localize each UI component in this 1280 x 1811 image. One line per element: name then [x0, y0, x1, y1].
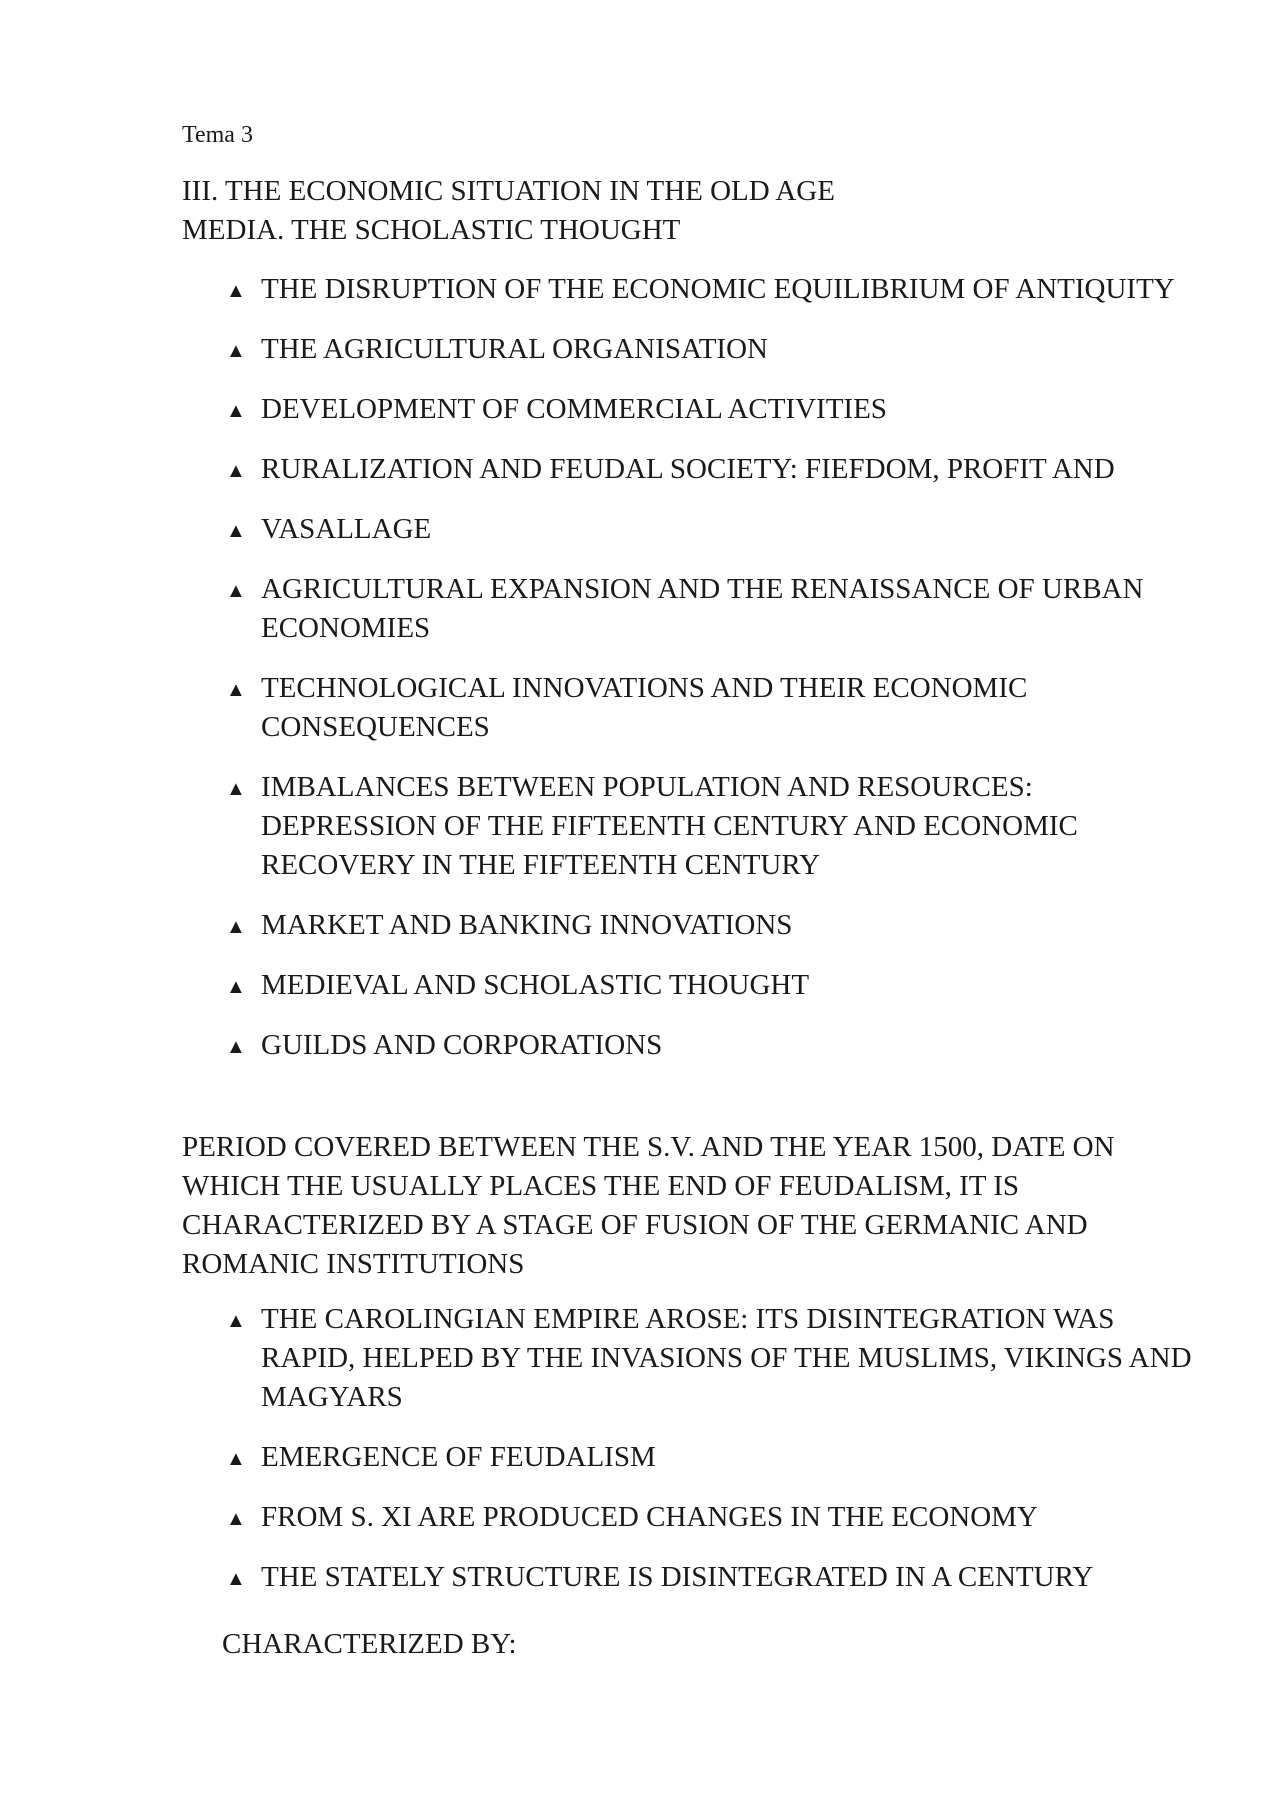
topic-text: MEDIEVAL AND SCHOLASTIC THOUGHT: [261, 969, 810, 1001]
event-item: [0, 1438, 1201, 1477]
event-text: THE CAROLINGIAN EMPIRE AROSE: ITS DISINTEGRATION WAS RAPID, HELPED BY THE INVASIONS OF THE MUSLIMS, VIKINGS AND MAGYARS: [261, 1303, 1192, 1413]
topic-item: [0, 570, 1201, 648]
triangle-bullet-icon: ▲: [226, 340, 246, 362]
topic-text: VASALLAGE: [261, 513, 432, 545]
triangle-bullet-icon: ▲: [226, 1508, 246, 1530]
triangle-bullet-icon: ▲: [226, 1036, 246, 1058]
topic-item: [0, 669, 1201, 747]
topic-text: DEVELOPMENT OF COMMERCIAL ACTIVITIES: [261, 393, 887, 425]
triangle-bullet-icon: ▲: [226, 460, 246, 482]
topic-item: [0, 390, 1201, 429]
topic-text: THE DISRUPTION OF THE ECONOMIC EQUILIBRIUM OF ANTIQUITY: [261, 273, 1175, 305]
topic-item: [0, 270, 1201, 309]
triangle-bullet-icon: ▲: [226, 679, 246, 701]
topic-text: GUILDS AND CORPORATIONS: [261, 1029, 663, 1061]
triangle-bullet-icon: ▲: [226, 1310, 246, 1332]
topic-text: TECHNOLOGICAL INNOVATIONS AND THEIR ECONOMIC CONSEQUENCES: [261, 672, 1028, 743]
topic-item: [0, 768, 1201, 885]
topic-item: [0, 966, 1201, 1005]
section-label: Tema 3: [182, 122, 253, 148]
topic-text: MARKET AND BANKING INNOVATIONS: [261, 909, 793, 941]
period-paragraph: PERIOD COVERED BETWEEN THE S.V. AND THE YEAR 1500, DATE ON WHICH THE USUALLY PLACES THE END OF FEUDALISM, IT IS CHARACTERIZED BY A STAGE OF FUSION OF THE GERMANIC AND ROMANIC INSTITUTIONS: [182, 1131, 1115, 1280]
event-item: [0, 1498, 1201, 1537]
topic-text: IMBALANCES BETWEEN POPULATION AND RESOURCES: DEPRESSION OF THE FIFTEENTH CENTURY AND ECONOMIC RECOVERY IN THE FIFTEENTH CENTURY: [261, 771, 1078, 881]
triangle-bullet-icon: ▲: [226, 280, 246, 302]
topic-list: [0, 270, 1280, 1086]
event-item: [0, 1300, 1201, 1417]
triangle-bullet-icon: ▲: [226, 916, 246, 938]
triangle-bullet-icon: ▲: [226, 1448, 246, 1470]
triangle-bullet-icon: ▲: [226, 520, 246, 542]
triangle-bullet-icon: ▲: [226, 778, 246, 800]
topic-item: [0, 330, 1201, 369]
triangle-bullet-icon: ▲: [226, 580, 246, 602]
event-text: FROM S. XI ARE PRODUCED CHANGES IN THE ECONOMY: [261, 1501, 1038, 1533]
topic-text: AGRICULTURAL EXPANSION AND THE RENAISSANCE OF URBAN ECONOMIES: [261, 573, 1144, 644]
characterized-by-label: CHARACTERIZED BY:: [222, 1628, 517, 1660]
topic-item: [0, 906, 1201, 945]
document-title: [182, 172, 1042, 250]
topic-text: RURALIZATION AND FEUDAL SOCIETY: FIEFDOM, PROFIT AND: [261, 453, 1115, 485]
topic-text: THE AGRICULTURAL ORGANISATION: [261, 333, 768, 365]
event-text: THE STATELY STRUCTURE IS DISINTEGRATED IN A CENTURY: [261, 1561, 1094, 1593]
triangle-bullet-icon: ▲: [226, 1568, 246, 1590]
event-text: EMERGENCE OF FEUDALISM: [261, 1441, 656, 1473]
event-item: [0, 1558, 1201, 1597]
title-line: III. THE ECONOMIC SITUATION IN THE OLD AGE: [182, 175, 835, 207]
event-list: [0, 1300, 1280, 1618]
triangle-bullet-icon: ▲: [226, 400, 246, 422]
topic-item: [0, 450, 1201, 489]
topic-item: [0, 510, 1201, 549]
topic-item: [0, 1026, 1201, 1065]
triangle-bullet-icon: ▲: [226, 976, 246, 998]
title-line: MEDIA. THE SCHOLASTIC THOUGHT: [182, 214, 681, 246]
